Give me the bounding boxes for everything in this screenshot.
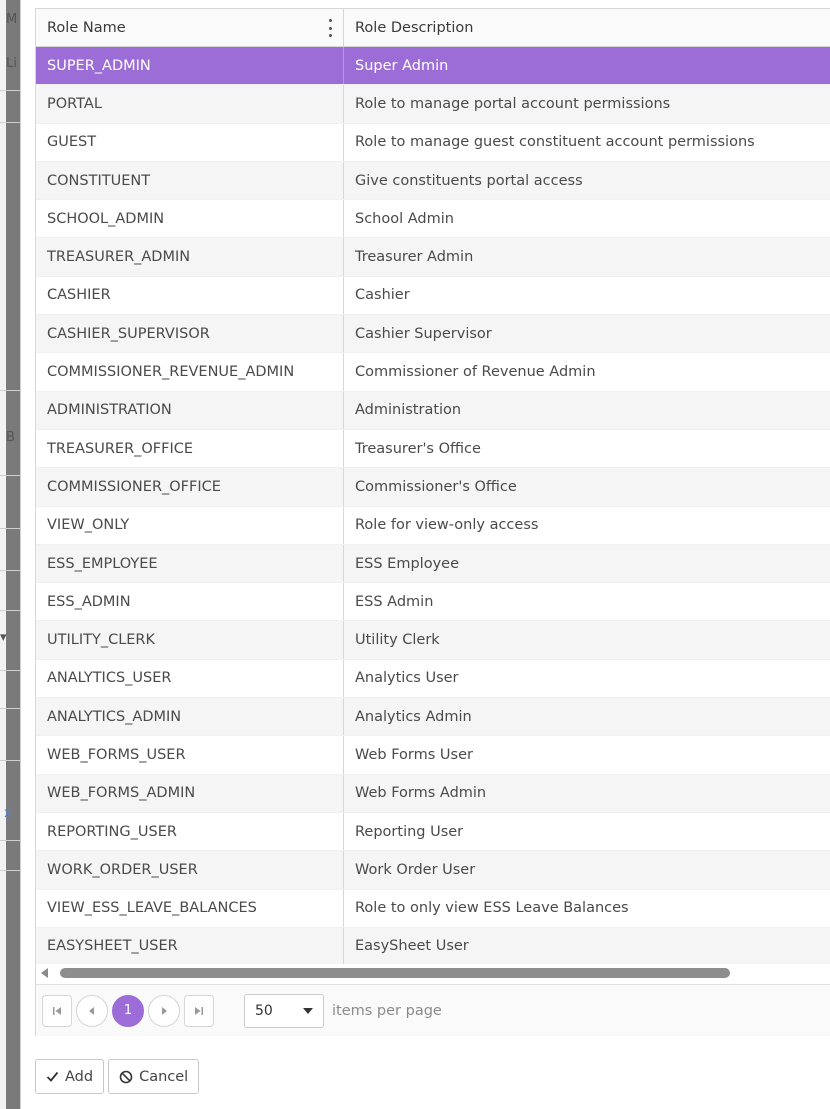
role-name-cell: VIEW_ONLY xyxy=(36,507,344,544)
background-divider xyxy=(0,708,20,709)
grid-header xyxy=(36,9,830,47)
add-button-label: Add xyxy=(65,1068,94,1085)
background-text: B xyxy=(6,430,15,445)
role-description-cell: Web Forms User xyxy=(355,746,473,763)
role-name-cell: CASHIER_SUPERVISOR xyxy=(36,315,344,352)
role-name-cell: ANALYTICS_ADMIN xyxy=(36,698,344,735)
background-dark-strip xyxy=(6,0,20,1109)
role-description-cell: Give constituents portal access xyxy=(355,172,583,189)
cancel-button[interactable] xyxy=(108,1059,199,1094)
role-description-cell: Work Order User xyxy=(355,861,476,878)
table-row[interactable] xyxy=(36,277,830,315)
role-description-cell: Analytics Admin xyxy=(355,708,472,725)
role-name-cell: PORTAL xyxy=(36,85,344,122)
page-size-select[interactable] xyxy=(244,994,324,1028)
table-row[interactable] xyxy=(36,890,830,928)
role-name-cell: SUPER_ADMIN xyxy=(36,47,344,84)
roles-grid xyxy=(35,8,830,1036)
role-description-cell: Treasurer Admin xyxy=(355,249,474,266)
role-description-cell: ESS Admin xyxy=(355,593,434,610)
last-page-icon xyxy=(194,1006,204,1016)
role-description-cell: Role to manage guest constituent account permissions xyxy=(355,134,755,151)
background-divider xyxy=(0,840,20,841)
role-name-cell: CASHIER xyxy=(36,277,344,314)
role-name-cell: ESS_EMPLOYEE xyxy=(36,545,344,582)
table-row[interactable] xyxy=(36,47,830,85)
table-row[interactable] xyxy=(36,85,830,123)
ban-icon xyxy=(119,1070,133,1084)
role-name-cell: ESS_ADMIN xyxy=(36,583,344,620)
page-button-1[interactable] xyxy=(112,995,144,1027)
background-divider xyxy=(0,760,20,761)
role-description-cell: Commissioner's Office xyxy=(355,478,517,495)
table-row[interactable] xyxy=(36,392,830,430)
role-description-cell: Commissioner of Revenue Admin xyxy=(355,364,596,381)
table-row[interactable] xyxy=(36,621,830,659)
table-row[interactable] xyxy=(36,468,830,506)
chevron-down-icon xyxy=(303,1008,313,1014)
table-row[interactable] xyxy=(36,660,830,698)
column-header-label: Role Description xyxy=(355,19,474,36)
role-description-cell: Super Admin xyxy=(355,57,449,74)
role-name-cell: UTILITY_CLERK xyxy=(36,621,344,658)
items-per-page-label: items per page xyxy=(332,1002,442,1019)
role-description-cell: Role to manage portal account permissions xyxy=(355,95,671,112)
role-name-cell: REPORTING_USER xyxy=(36,813,344,850)
last-page-button[interactable] xyxy=(184,995,214,1027)
table-row[interactable] xyxy=(36,545,830,583)
cancel-button-label: Cancel xyxy=(139,1068,189,1085)
background-divider xyxy=(0,870,20,871)
table-row[interactable] xyxy=(36,315,830,353)
background-divider xyxy=(0,122,20,123)
prev-page-icon xyxy=(87,1006,97,1016)
background-divider xyxy=(0,390,20,391)
background-divider xyxy=(0,610,20,611)
background-divider xyxy=(0,570,20,571)
background-divider xyxy=(0,90,20,91)
background-page xyxy=(0,0,20,1109)
role-description-cell: School Admin xyxy=(355,210,454,227)
table-row[interactable] xyxy=(36,162,830,200)
background-divider xyxy=(0,528,20,529)
horizontal-scrollbar[interactable] xyxy=(36,964,830,982)
role-name-cell: COMMISSIONER_REVENUE_ADMIN xyxy=(36,353,344,390)
background-text: M xyxy=(6,12,18,27)
role-description-cell: ESS Employee xyxy=(355,555,459,572)
add-button[interactable] xyxy=(35,1059,104,1094)
role-name-cell: WORK_ORDER_USER xyxy=(36,851,344,888)
role-description-cell: Web Forms Admin xyxy=(355,785,487,802)
page-number: 1 xyxy=(123,1003,133,1018)
column-header-role-description[interactable] xyxy=(344,9,830,46)
table-row[interactable] xyxy=(36,200,830,238)
first-page-button[interactable] xyxy=(42,995,72,1027)
role-description-cell: Role for view-only access xyxy=(355,517,539,534)
table-row[interactable] xyxy=(36,430,830,468)
background-text: x xyxy=(4,806,12,821)
role-name-cell: VIEW_ESS_LEAVE_BALANCES xyxy=(36,890,344,927)
role-name-cell: CONSTITUENT xyxy=(36,162,344,199)
role-name-cell: ANALYTICS_USER xyxy=(36,660,344,697)
table-row[interactable] xyxy=(36,238,830,276)
role-name-cell: COMMISSIONER_OFFICE xyxy=(36,468,344,505)
scrollbar-thumb[interactable] xyxy=(60,968,730,978)
role-description-cell: Treasurer's Office xyxy=(355,440,481,457)
grid-body xyxy=(36,47,830,966)
role-name-cell: TREASURER_ADMIN xyxy=(36,238,344,275)
dialog-actions xyxy=(35,1059,203,1094)
scroll-left-icon[interactable] xyxy=(41,968,48,978)
background-divider xyxy=(0,475,20,476)
table-row[interactable] xyxy=(36,124,830,162)
next-page-button[interactable] xyxy=(148,995,180,1027)
table-row[interactable] xyxy=(36,928,830,966)
table-row[interactable] xyxy=(36,698,830,736)
page-size-value: 50 xyxy=(255,1002,273,1019)
role-description-cell: Cashier Supervisor xyxy=(355,325,492,342)
background-text: ▾ xyxy=(0,630,7,645)
table-row[interactable] xyxy=(36,353,830,391)
role-description-cell: Cashier xyxy=(355,287,410,304)
background-text: Li xyxy=(6,56,17,71)
role-name-cell: SCHOOL_ADMIN xyxy=(36,200,344,237)
role-description-cell: Reporting User xyxy=(355,823,464,840)
table-row[interactable] xyxy=(36,583,830,621)
role-description-cell: Role to only view ESS Leave Balances xyxy=(355,900,629,917)
background-divider xyxy=(0,670,20,671)
table-row[interactable] xyxy=(36,775,830,813)
role-name-cell: ADMINISTRATION xyxy=(36,392,344,429)
table-row[interactable] xyxy=(36,736,830,774)
next-page-icon xyxy=(159,1006,169,1016)
column-menu-icon[interactable] xyxy=(325,19,335,37)
table-row[interactable] xyxy=(36,851,830,889)
role-name-cell: GUEST xyxy=(36,124,344,161)
column-header-role-name[interactable] xyxy=(36,9,344,46)
table-row[interactable] xyxy=(36,507,830,545)
table-row[interactable] xyxy=(36,813,830,851)
role-name-cell: TREASURER_OFFICE xyxy=(36,430,344,467)
check-icon xyxy=(46,1070,59,1083)
column-header-label: Role Name xyxy=(47,19,126,36)
role-description-cell: Analytics User xyxy=(355,670,459,687)
role-name-cell: WEB_FORMS_USER xyxy=(36,736,344,773)
role-description-cell: Utility Clerk xyxy=(355,632,440,649)
role-name-cell: WEB_FORMS_ADMIN xyxy=(36,775,344,812)
prev-page-button[interactable] xyxy=(76,995,108,1027)
role-name-cell: EASYSHEET_USER xyxy=(36,928,344,965)
pager xyxy=(36,984,830,1036)
first-page-icon xyxy=(52,1006,62,1016)
role-description-cell: EasySheet User xyxy=(355,938,469,955)
role-description-cell: Administration xyxy=(355,402,462,419)
add-role-dialog xyxy=(20,0,830,1109)
